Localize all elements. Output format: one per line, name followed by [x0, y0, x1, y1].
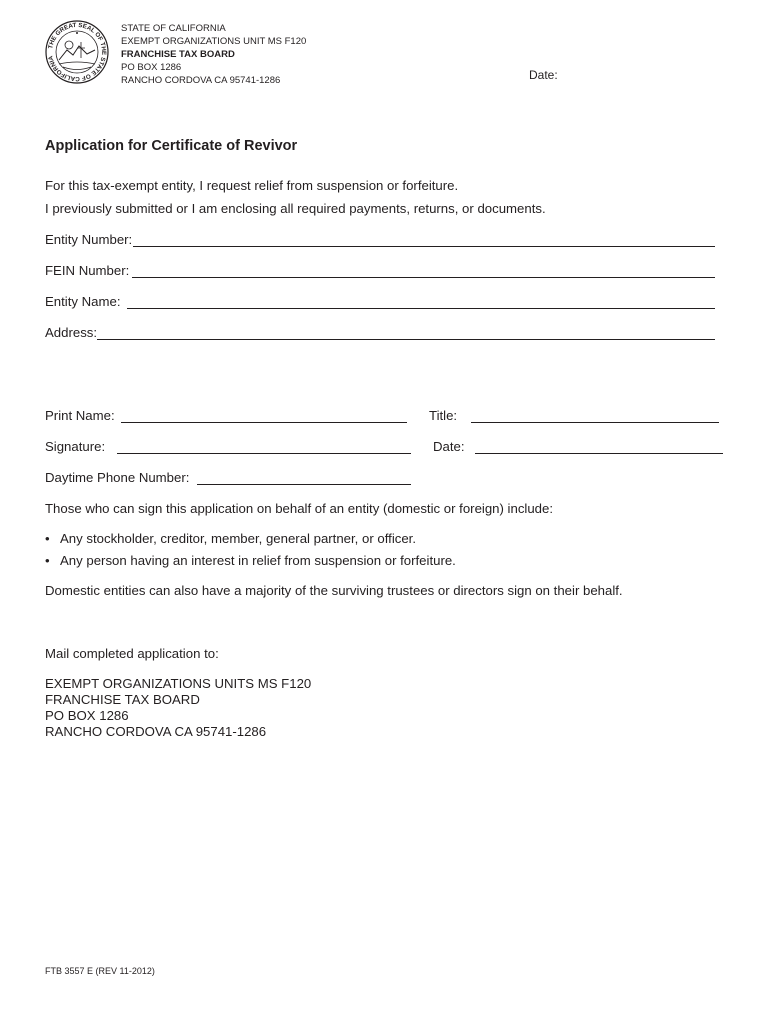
title-field[interactable] [429, 405, 719, 423]
entity-name-label: Entity Name: [45, 294, 121, 309]
header-line: PO BOX 1286 [121, 62, 182, 73]
bullet-item [45, 531, 416, 546]
address-line[interactable] [97, 326, 715, 340]
mail-address [45, 676, 311, 740]
bullet-text: Any person having an interest in relief from suspension or forfeiture. [60, 553, 456, 568]
print-name-line[interactable] [121, 409, 407, 423]
fein-number-line[interactable] [132, 264, 715, 278]
address-field[interactable] [45, 322, 715, 340]
signers-intro: Those who can sign this application on behalf of an entity (domestic or foreign) include: [45, 501, 554, 516]
date-field[interactable] [433, 436, 723, 454]
intro-line-1: For this tax-exempt entity, I request relief from suspension or forfeiture. [45, 178, 459, 193]
fein-number-label: FEIN Number: [45, 263, 130, 278]
entity-number-field[interactable] [45, 229, 715, 247]
date-line[interactable] [475, 440, 723, 454]
form-title: Application for Certificate of Revivor [45, 138, 298, 154]
entity-number-line[interactable] [133, 233, 715, 247]
form-id: FTB 3557 E (REV 11-2012) [45, 966, 155, 976]
title-line[interactable] [471, 409, 719, 423]
title-label: Title: [429, 408, 458, 423]
phone-line[interactable] [197, 471, 411, 485]
mail-address-line: PO BOX 1286 [45, 708, 129, 723]
mail-address-line: EXEMPT ORGANIZATIONS UNITS MS F120 [45, 676, 312, 691]
header-line: FRANCHISE TAX BOARD [121, 49, 235, 60]
print-name-field[interactable] [45, 405, 407, 423]
seal-lettering: THE GREAT SEAL OF THE STATE OF CALIFORNIA [47, 21, 108, 83]
header-line: STATE OF CALIFORNIA [121, 23, 226, 34]
intro-line-2: I previously submitted or I am enclosing all required payments, returns, or documents. [45, 201, 546, 216]
california-state-seal [45, 20, 109, 84]
phone-label: Daytime Phone Number: [45, 470, 190, 485]
date-label: Date: [433, 439, 465, 454]
entity-number-label: Entity Number: [45, 232, 133, 247]
bullet-dot: • [45, 531, 50, 546]
header-line: EXEMPT ORGANIZATIONS UNIT MS F120 [121, 36, 307, 47]
address-label: Address: [45, 325, 98, 340]
signature-field[interactable] [45, 436, 411, 454]
phone-field[interactable] [45, 467, 411, 485]
bullet-text: Any stockholder, creditor, member, general partner, or officer. [60, 531, 417, 546]
header-date-label: Date: [529, 68, 558, 82]
domestic-note: Domestic entities can also have a majority of the surviving trustees or directors sign on their behalf. [45, 583, 623, 598]
entity-name-field[interactable] [45, 291, 715, 309]
fein-number-field[interactable] [45, 260, 715, 278]
bullet-dot: • [45, 553, 50, 568]
signature-label: Signature: [45, 439, 106, 454]
mail-intro: Mail completed application to: [45, 646, 219, 661]
entity-name-line[interactable] [127, 295, 716, 309]
bullet-item [45, 553, 456, 568]
agency-header [121, 22, 306, 87]
header-line: RANCHO CORDOVA CA 95741-1286 [121, 75, 281, 86]
mail-address-line: RANCHO CORDOVA CA 95741-1286 [45, 724, 267, 739]
signature-line[interactable] [117, 440, 411, 454]
print-name-label: Print Name: [45, 408, 115, 423]
mail-address-line: FRANCHISE TAX BOARD [45, 692, 200, 707]
